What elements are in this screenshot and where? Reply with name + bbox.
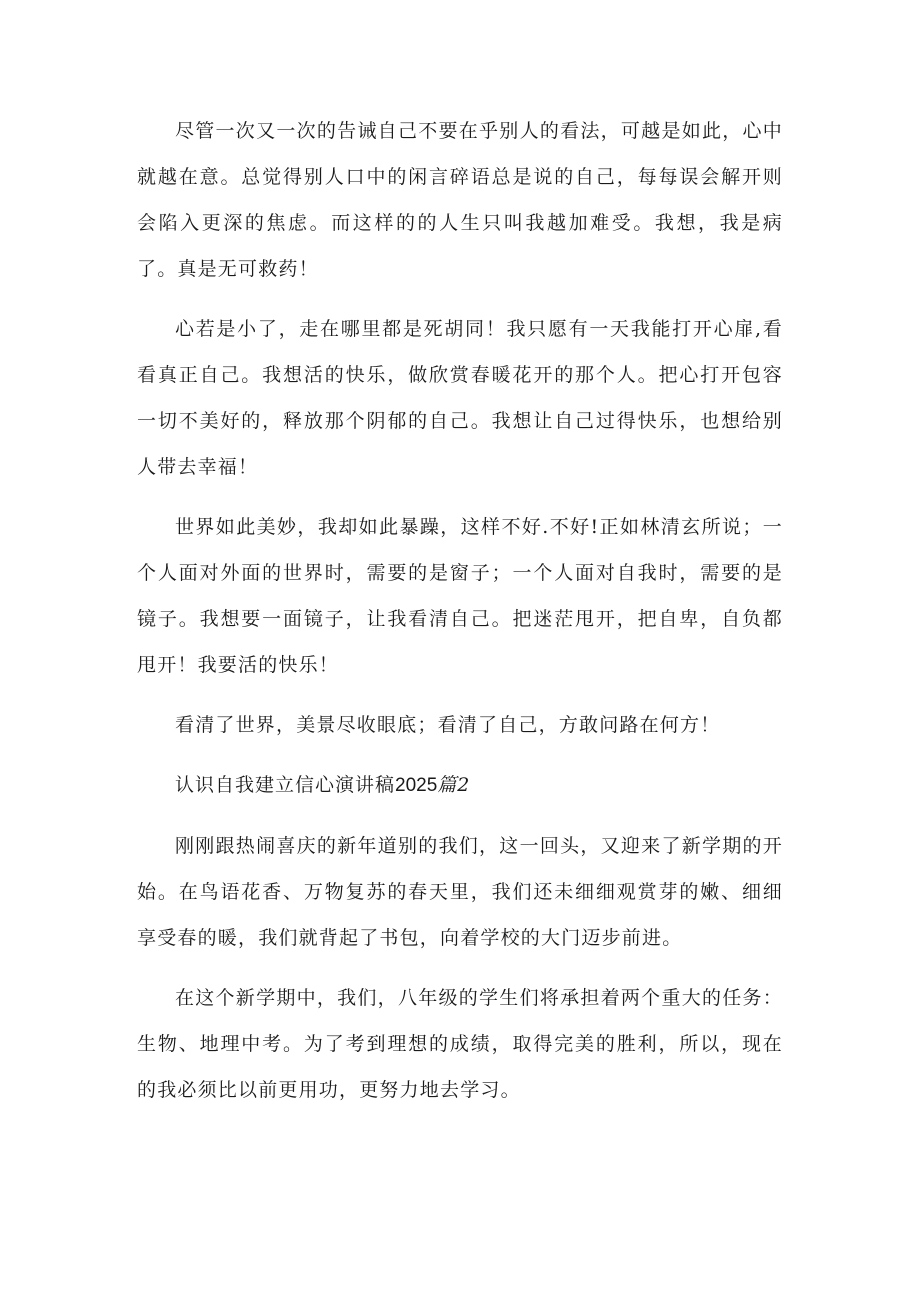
paragraph-5: 刚刚跟热闹喜庆的新年道别的我们，这一回头，又迎来了新学期的开始。在鸟语花香、万物复苏的春天里，我们还未细细观赏芽的嫩、细细享受春的暖，我们就背起了书包，向着学校的大门迈步前进。	[137, 835, 783, 949]
paragraph-4: 看清了世界，美景尽收眼底；看清了自己，方敢问路在何方！	[175, 714, 721, 736]
paragraph-3: 世界如此美妙，我却如此暴躁，这样不好.不好!正如林清玄所说；一个人面对外面的世界时，需要的是窗子；一个人面对自我时，需要的是镜子。我想要一面镜子，让我看清自己。把迷茫甩开，把自卑，自负都甩开！我要活的快乐！	[137, 516, 783, 676]
paragraph-6: 在这个新学期中，我们，八年级的学生们将承担着两个重大的任务：生物、地理中考。为了考到理想的成绩，取得完美的胜利，所以，现在的我必须比以前更用功，更努力地去学习。	[137, 987, 783, 1101]
paragraph-2: 心若是小了，走在哪里都是死胡同！我只愿有一天我能打开心扉,看看真正自己。我想活的快乐，做欣赏春暖花开的那个人。把心打开包容一切不美好的，释放那个阴郁的自己。我想让自己过得快乐，也想给别人带去幸福！	[137, 318, 783, 478]
section-heading	[137, 762, 783, 809]
paragraph-1: 尽管一次又一次的告诫自己不要在乎别人的看法，可越是如此，心中就越在意。总觉得别人口中的闲言碎语总是说的自己，每每误会解开则会陷入更深的焦虑。而这样的的人生只叫我越加难受。我想，我是病了。真是无可救药！	[137, 120, 783, 280]
heading-suffix: 篇2	[437, 774, 471, 796]
heading-text: 认识自我建立信心演讲稿	[175, 774, 396, 796]
heading-year: 2025	[395, 775, 438, 796]
